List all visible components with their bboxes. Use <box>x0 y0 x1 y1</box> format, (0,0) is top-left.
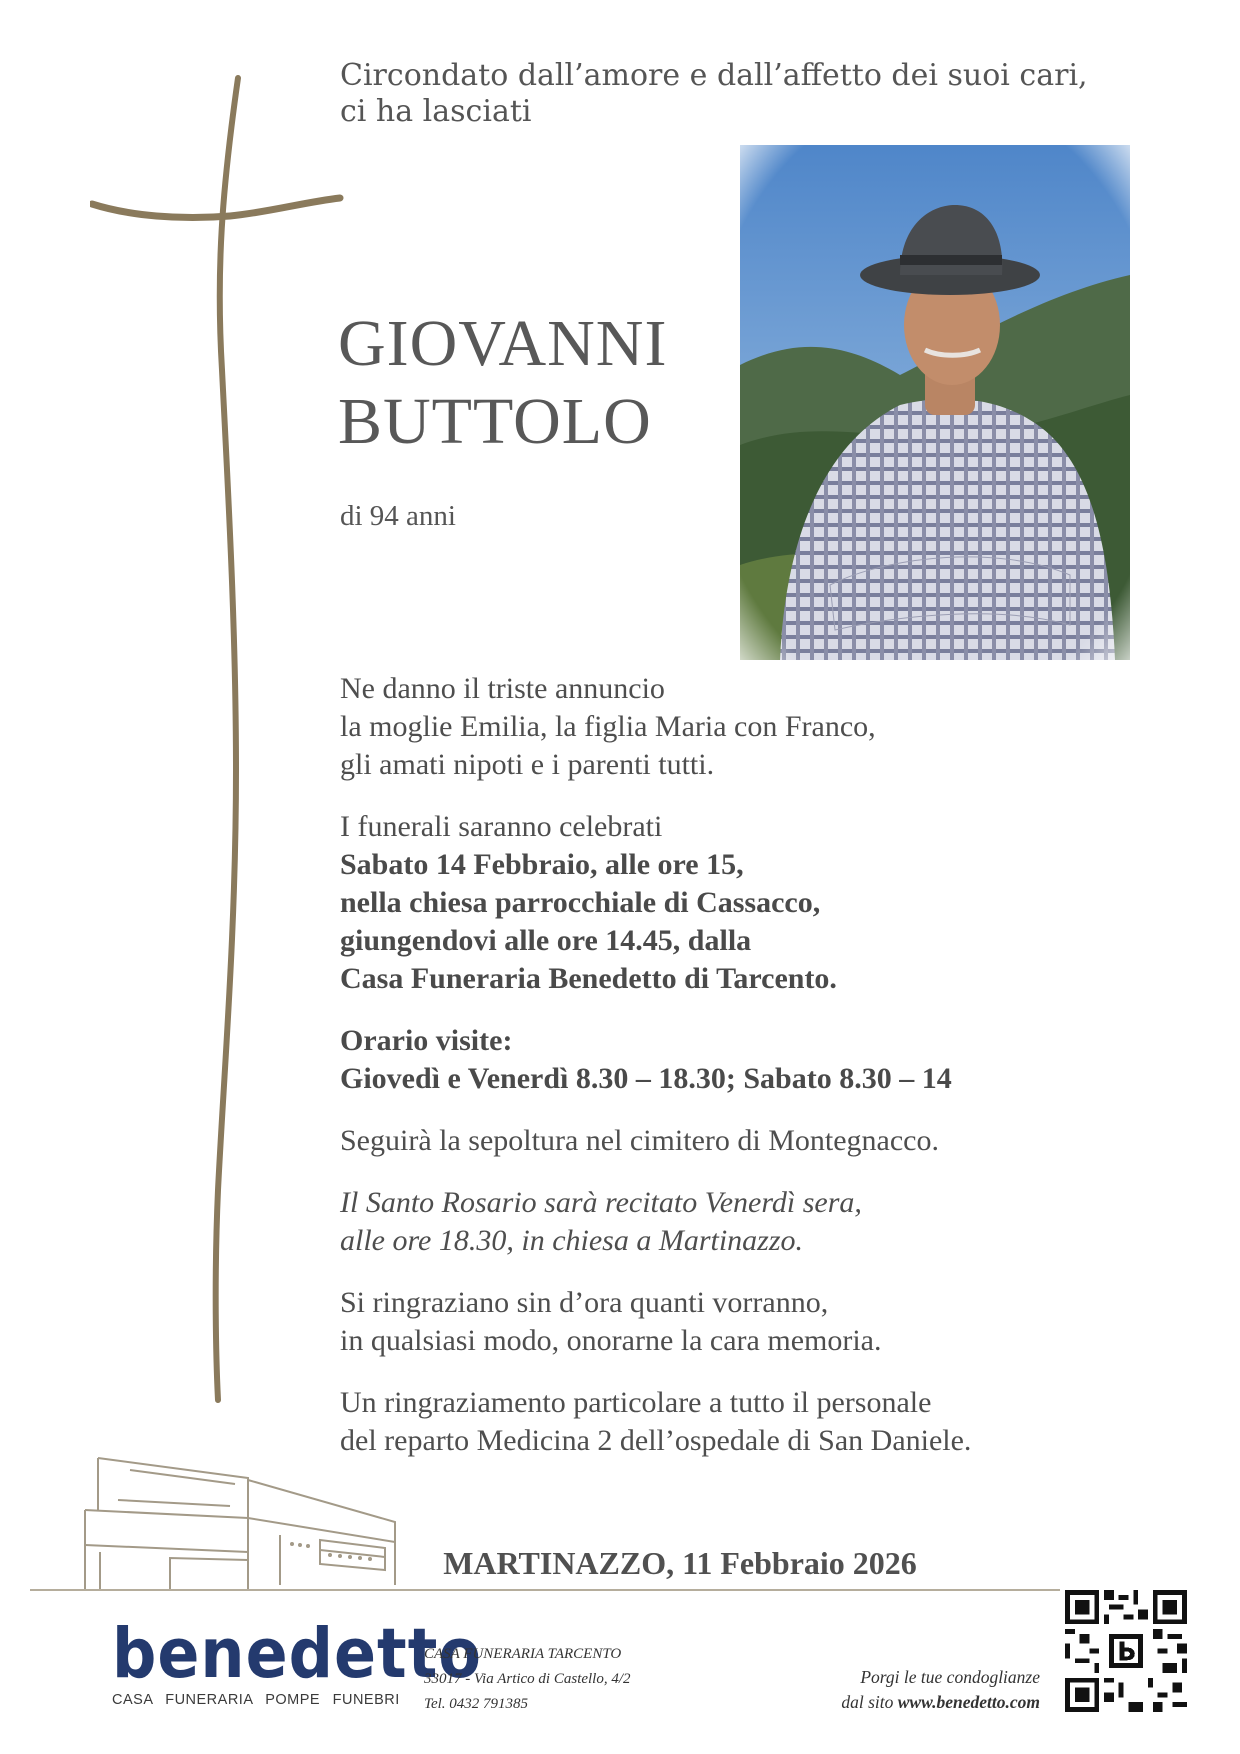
intro-line-1: Circondato dall’amore e dall’affetto dei suoi cari, <box>340 58 1088 93</box>
thanks-paragraph <box>340 1284 1120 1360</box>
deceased-name <box>338 305 667 461</box>
condolences-prefix: dal sito <box>841 1692 898 1712</box>
first-name: GIOVANNI <box>338 307 668 380</box>
announcement-body <box>340 670 1120 1484</box>
burial-text: Seguirà la sepoltura nel cimitero di Montegnacco. <box>340 1124 939 1157</box>
contact-line: 33017 - Via Artico di Castello, 4/2 <box>424 1671 631 1687</box>
thanks-line: Si ringraziano sin d’ora quanti vorranno, <box>340 1286 829 1319</box>
special-thanks-line: del reparto Medicina 2 dell’ospedale di San Daniele. <box>340 1424 972 1457</box>
cross-icon <box>90 70 350 1410</box>
contact-line: CASA FUNERARIA TARCENTO <box>424 1646 622 1662</box>
funeral-line: Casa Funeraria Benedetto di Tarcento. <box>340 962 837 995</box>
burial-paragraph <box>340 1122 1120 1160</box>
contact-line: Tel. 0432 791385 <box>424 1696 529 1712</box>
thanks-line: in qualsiasi modo, onorarne la cara memoria. <box>340 1324 882 1357</box>
funeral-line: giungendovi alle ore 14.45, dalla <box>340 924 752 957</box>
visits-title: Orario visite: <box>340 1024 513 1057</box>
condolences-line: Porgi le tue condoglianze <box>860 1667 1040 1687</box>
logo-wordmark: benedetto <box>112 1613 482 1694</box>
website-link[interactable]: www.benedetto.com <box>897 1692 1040 1712</box>
age: di 94 anni <box>340 500 456 532</box>
announcement-paragraph <box>340 670 1120 784</box>
announcement-line: gli amati nipoti e i parenti tutti. <box>340 748 715 781</box>
logo-subtitle: CASA FUNERARIA POMPE FUNEBRI <box>112 1692 400 1708</box>
visits-paragraph <box>340 1022 1120 1098</box>
announcement-line: Ne danno il triste annuncio <box>340 672 665 705</box>
funeral-paragraph <box>340 808 1120 998</box>
funeral-line: nella chiesa parrocchiale di Cassacco, <box>340 886 821 919</box>
visits-hours: Giovedì e Venerdì 8.30 – 18.30; Sabato 8.30 – 14 <box>340 1062 952 1095</box>
last-name: BUTTOLO <box>338 385 652 458</box>
funeral-intro: I funerali saranno celebrati <box>340 810 663 843</box>
rosary-line: alle ore 18.30, in chiesa a Martinazzo. <box>340 1224 804 1257</box>
funeral-home-contact <box>424 1642 631 1717</box>
rosary-line: Il Santo Rosario sarà recitato Venerdì sera, <box>340 1186 862 1219</box>
announcement-line: la moglie Emilia, la figlia Maria con Franco, <box>340 710 876 743</box>
condolences-line-2 <box>805 1690 1040 1715</box>
intro-line-2: ci ha lasciati <box>340 94 532 129</box>
place-date: MARTINAZZO, 11 Febbraio 2026 <box>443 1545 917 1581</box>
funeral-line: Sabato 14 Febbraio, alle ore 15, <box>340 848 744 881</box>
qr-code-icon[interactable] <box>1065 1590 1187 1712</box>
condolences-note <box>805 1665 1040 1715</box>
intro-text <box>340 58 1088 130</box>
rosary-paragraph <box>340 1184 1120 1260</box>
special-thanks-line: Un ringraziamento particolare a tutto il personale <box>340 1386 932 1419</box>
portrait-photo <box>740 145 1130 660</box>
